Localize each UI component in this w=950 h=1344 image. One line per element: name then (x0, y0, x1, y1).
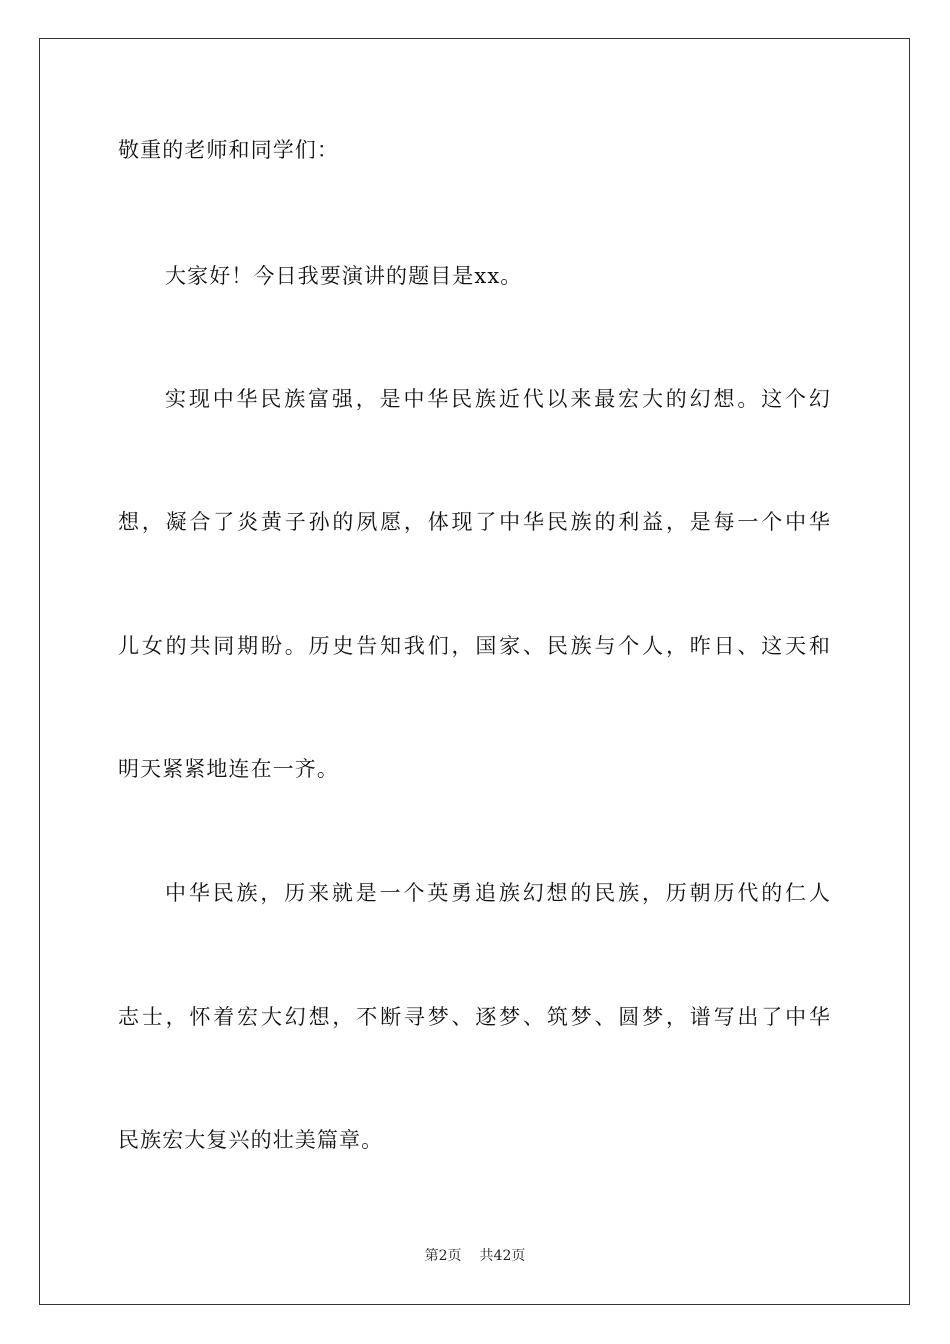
paragraph-2-line-1: 实现中华民族富强，是中华民族近代以来最宏大的幻想。这个幻 (165, 387, 831, 411)
page-total: 共42页 (479, 1248, 526, 1264)
page-frame (39, 38, 910, 1305)
paragraph-3-line-2: 志士，怀着宏大幻想，不断寻梦、逐梦、筑梦、圆梦，谱写出了中华 (118, 1005, 831, 1029)
paragraph-1-line-1: 大家好！今日我要演讲的题目是xx。 (165, 264, 523, 288)
page-footer (0, 1246, 950, 1266)
salutation: 敬重的老师和同学们： (118, 138, 339, 162)
paragraph-2-line-3: 儿女的共同期盼。历史告知我们，国家、民族与个人，昨日、这天和 (118, 634, 831, 658)
paragraph-3-line-3: 民族宏大复兴的壮美篇章。 (118, 1128, 384, 1152)
paragraph-2-line-2: 想，凝合了炎黄子孙的夙愿，体现了中华民族的利益，是每一个中华 (118, 510, 831, 534)
paragraph-2-line-4: 明天紧紧地连在一齐。 (118, 757, 339, 781)
paragraph-3-line-1: 中华民族，历来就是一个英勇追族幻想的民族，历朝历代的仁人 (165, 881, 831, 905)
page-number: 第2页 (424, 1248, 462, 1264)
